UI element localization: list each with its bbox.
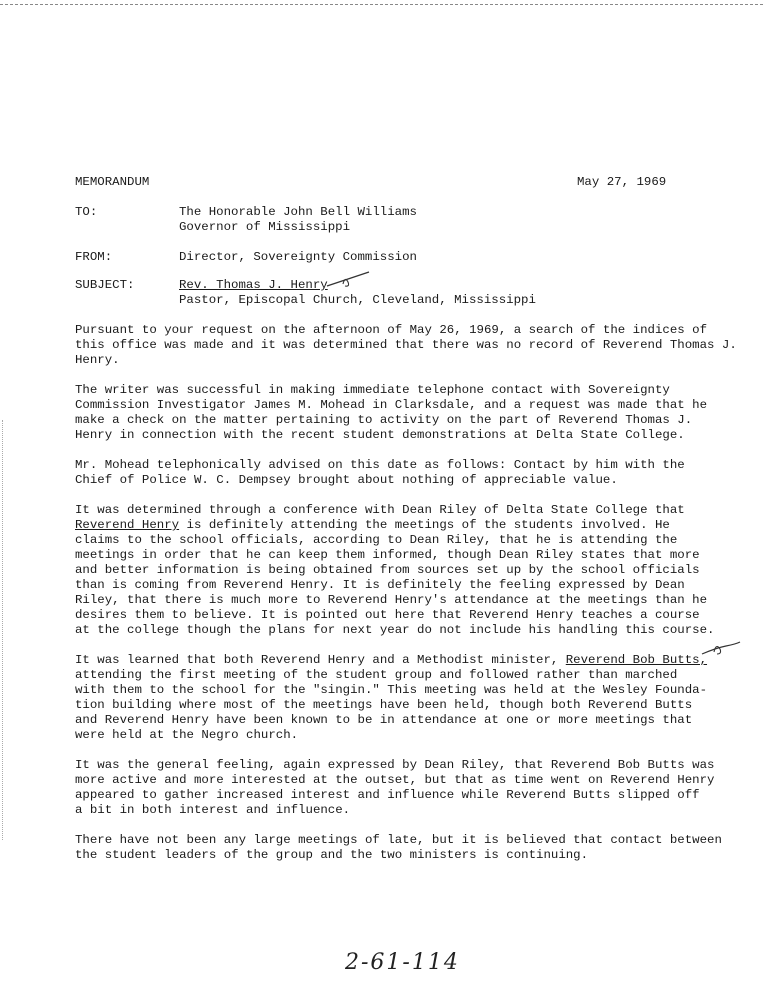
paragraph-line: There have not been any large meetings of late, but it is believed that contact between [75,833,722,847]
paragraph-line: Henry. [75,353,120,367]
paragraph-line: Riley, that there is much more to Reverend Henry's attendance at the meetings than he [75,593,708,607]
from-label: FROM: [75,250,113,264]
memo-date: May 27, 1969 [577,175,667,189]
paragraph-line: Chief of Police W. C. Dempsey brought about nothing of appreciable value. [75,473,618,487]
from-value [179,250,417,265]
paragraph-5 [75,653,735,743]
paragraph-line-start: It was learned that both Reverend Henry and a Methodist minister, [75,653,566,667]
to-label: TO: [75,205,98,219]
subject-line-1: Rev. Thomas J. Henry [179,278,328,292]
paragraph-line: and Reverend Henry have been known to be in attendance at one or more meetings that [75,713,693,727]
paragraph-line: meetings in order that he can keep them informed, though Dean Riley states that more [75,548,700,562]
paragraph-6 [75,758,735,818]
paragraph-line: and better information is being obtained from sources set up by the school officials [75,563,700,577]
paragraph-line: Commission Investigator James M. Mohead in Clarksdale, and a request was made that he [75,398,708,412]
paragraph-line: more active and more interested at the outset, but that as time went on Reverend Henry [75,773,715,787]
subject-label: SUBJECT: [75,278,135,292]
paragraph-line: make a check on the matter pertaining to activity on the part of Reverend Thomas J. [75,413,693,427]
paragraph-line: Pursuant to your request on the afternoon of May 26, 1969, a search of the indices of [75,323,708,337]
paragraph-line: Henry in connection with the recent student demonstrations at Delta State College. [75,428,685,442]
paragraph-3 [75,458,735,488]
to-value [179,205,417,235]
paragraph-4 [75,503,735,638]
underlined-name: Reverend Bob Butts, [565,653,708,667]
paragraph-2 [75,383,735,443]
paragraph-line: appeared to gather increased interest and influence while Reverend Butts slipped off [75,788,700,802]
from-line-1: Director, Sovereignty Commission [179,250,417,264]
paragraph-7 [75,833,735,863]
handwritten-file-number: 2-61-114 [345,950,460,975]
paragraph-line: Mr. Mohead telephonically advised on this date as follows: Contact by him with the [75,458,685,472]
paragraph-line: attending the first meeting of the student group and followed rather than marched [75,668,678,682]
paragraph-line: tion building where most of the meetings have been held, though both Reverend Butts [75,698,693,712]
to-line-2: Governor of Mississippi [179,220,351,234]
page-top-border [0,4,763,5]
underlined-name: Reverend Henry [75,518,180,532]
paragraph-line: a bit in both interest and influence. [75,803,351,817]
paragraph-line: desires them to believe. It is pointed out here that Reverend Henry teaches a course [75,608,700,622]
paragraph-line: the student leaders of the group and the two ministers is continuing. [75,848,589,862]
paragraph-line [75,653,735,668]
page-left-edge-marks [2,420,4,840]
to-line-1: The Honorable John Bell Williams [179,205,417,219]
paragraph-line: were held at the Negro church. [75,728,299,742]
subject-line-2: Pastor, Episcopal Church, Cleveland, Mississippi [179,293,536,307]
paragraph-line: with them to the school for the "singin." This meeting was held at the Wesley Founda- [75,683,708,697]
paragraph-line [75,518,735,533]
paragraph-line: It was the general feeling, again expressed by Dean Riley, that Reverend Bob Butts was [75,758,715,772]
paragraph-line: this office was made and it was determined that there was no record of Reverend Thomas J. [75,338,737,352]
memo-label: MEMORANDUM [75,175,150,189]
paragraph-line-rest: is definitely attending the meetings of the students involved. He [179,518,670,532]
handwritten-check-icon [700,638,742,658]
paragraph-line: The writer was successful in making immediate telephone contact with Sovereignty [75,383,670,397]
handwritten-check-icon [325,270,371,290]
paragraph-line: at the college though the plans for next year do not include his handling this course. [75,623,715,637]
paragraph-line: It was determined through a conference with Dean Riley of Delta State College that [75,503,685,517]
paragraph-line: than is coming from Reverend Henry. It is definitely the feeling expressed by Dean [75,578,685,592]
paragraph-line: claims to the school officials, according to Dean Riley, that he is attending the [75,533,678,547]
paragraph-1 [75,323,735,368]
